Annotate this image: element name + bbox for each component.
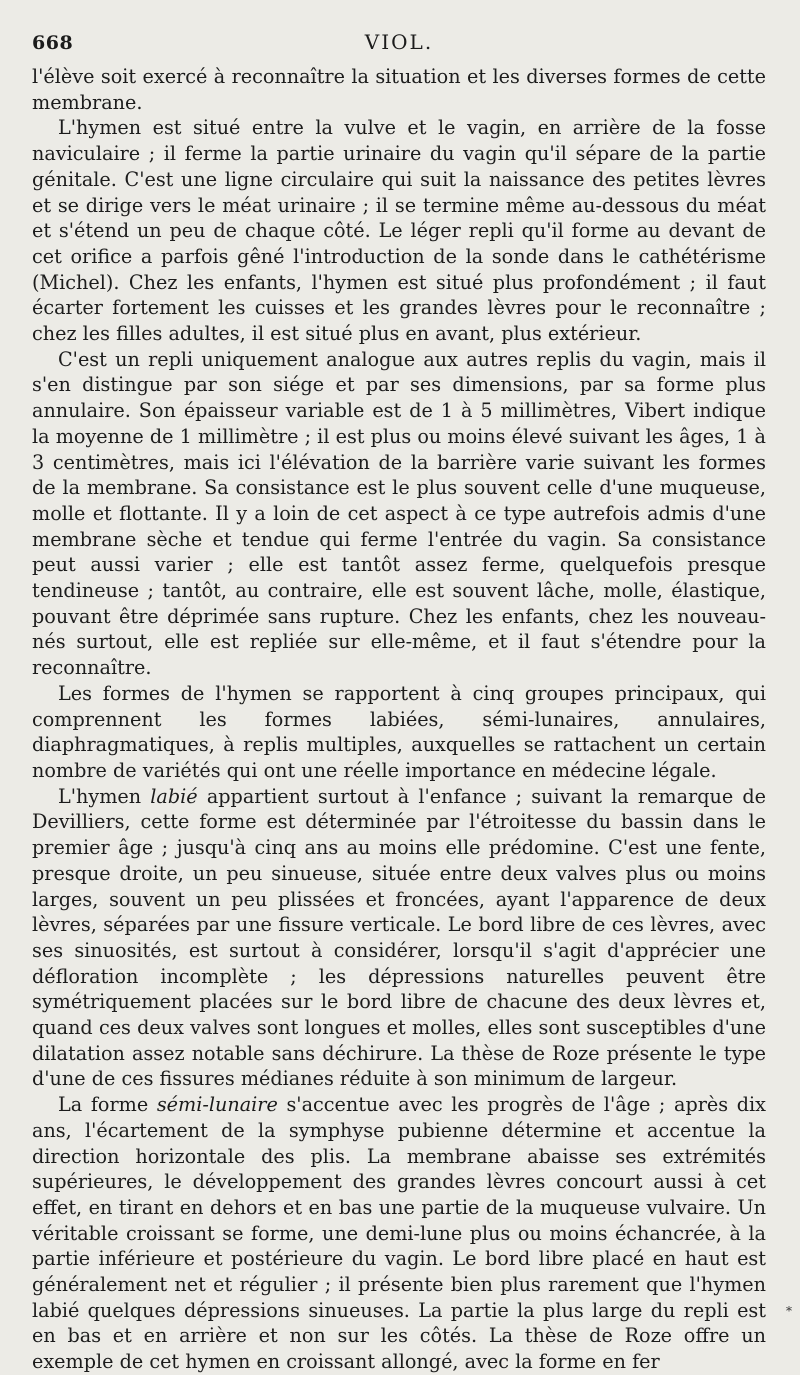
italic-term: sémi-lunaire — [156, 1093, 278, 1117]
margin-mark: * — [786, 1304, 792, 1318]
paragraph-hymen-location: L'hymen est situé entre la vulve et le vagin, en arrière de la fosse naviculaire ; il ferme la partie urinaire du vagin qu'il sépare de la partie génitale. C'est une ligne circulaire qui suit la naissance des petites lèvres et se dirige vers le méat urinaire ; il se termine même au-dessous du méat et s'étend un peu de chaque côté. Le léger repli qu'il forme au devant de cet orifice a parfois gêné l'introduction de la sonde dans le cathétérisme (Michel). Chez les enfants, l'hymen est situé plus profondément ; il faut écarter fortement les cuisses et les grandes lèvres pour le reconnaître ; chez les filles adultes, il est situé plus en avant, plus extérieur. — [32, 116, 766, 346]
page-header — [32, 28, 766, 64]
italic-term: labié — [150, 784, 198, 808]
text-run: s'accentue avec les progrès de l'âge ; après dix ans, l'écartement de la symphyse pubienne détermine et accentue la direction horizontale des plis. La membrane abaisse ses extrémités supérieures, le développement des grandes lèvres concourt aussi à cet effet, en tirant en dehors et en bas une partie de la muqueuse vulvaire. Un véritable croissant se forme, une demi-lune plus ou moins échancrée, à la partie inférieure et postérieure du vagin. Le bord libre placé en haut est généralement net et régulier ; il présente bien plus rarement que l'hymen labié quelques dépressions sinueuses. La partie la plus large du repli est en bas et en arrière et non sur les côtés. La thèse de Roze offre un exemple de cet hymen en croissant allongé, avec la forme en fer — [32, 1093, 766, 1374]
paragraph-hymen-forms: Les formes de l'hymen se rapportent à cinq groupes principaux, qui comprennent les formes labiées, sémi-lunaires, annulaires, diaphragmatiques, à replis multiples, auxquelles se rattachent un certain nombre de variétés qui ont une réelle importance en médecine légale. — [32, 681, 766, 782]
paragraph-continuation: l'élève soit exercé à reconnaître la situation et les diverses formes de cette membrane. — [32, 65, 766, 114]
paragraph-hymen-labie — [32, 784, 766, 1092]
text-run: La forme — [58, 1093, 157, 1117]
paragraph-hymen-structure: C'est un repli uniquement analogue aux autres replis du vagin, mais il s'en distingue par son siége et par ses dimensions, par sa forme plus annulaire. Son épaisseur variable est de 1 à 5 millimètres, Vibert indique la moyenne de 1 millimètre ; il est plus ou moins élevé suivant les âges, 1 à 3 centimètres, mais ici l'élévation de la barrière varie suivant les formes de la membrane. Sa consistance est le plus souvent celle d'une muqueuse, molle et flottante. Il y a loin de cet aspect à ce type autrefois admis d'une membrane sèche et tendue qui ferme l'entrée du vagin. Sa consistance peut aussi varier ; elle est tantôt assez ferme, quelquefois presque tendineuse ; tantôt, au contraire, elle est souvent lâche, molle, élastique, pouvant être déprimée sans rupture. Chez les enfants, chez les nouveau-nés surtout, elle est repliée sur elle-même, et il faut s'étendre pour la reconnaître. — [32, 347, 766, 680]
text-run: L'hymen — [58, 784, 151, 808]
page-number: 668 — [32, 32, 74, 54]
text-run: appartient surtout à l'enfance ; suivant la remarque de Devilliers, cette forme est déterminée par l'étroitesse du bassin dans le premier âge ; jusqu'à cinq ans au moins elle prédomine. C'est une fente, presque droite, un peu sinueuse, située entre deux valves plus ou moins larges, souvent un peu plissées et froncées, ayant l'apparence de deux lèvres, séparées par une fissure verticale. Le bord libre de ces lèvres, avec ses sinuosités, est surtout à considérer, lorsqu'il s'agit d'apprécier une défloration incomplète ; les dépressions naturelles peuvent être symétriquement placées sur le bord libre de chacune des deux lèvres et, quand ces deux valves sont longues et molles, elles sont susceptibles d'une dilatation assez notable sans déchirure. La thèse de Roze présente le type d'une de ces fissures médianes réduite à son minimum de largeur. — [32, 784, 766, 1091]
running-title: VIOL. — [364, 30, 434, 54]
body-text — [32, 64, 766, 1375]
paragraph-hymen-semi-lunaire — [32, 1092, 766, 1375]
